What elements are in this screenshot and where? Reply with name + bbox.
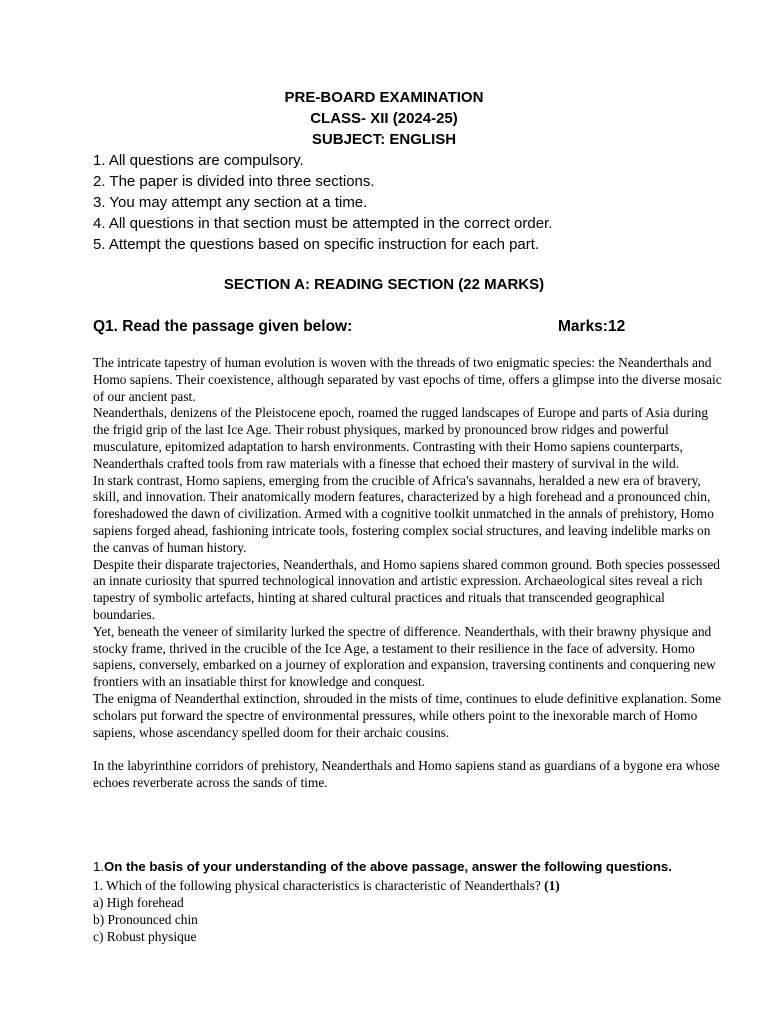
question-1-marks: Marks:12	[558, 318, 626, 335]
questions-block	[93, 857, 723, 945]
questions-intro-text: On the basis of your understanding of the above passage, answer the following questions.	[104, 859, 672, 874]
exam-title: PRE-BOARD EXAMINATION	[284, 89, 484, 106]
passage-paragraph: Despite their disparate trajectories, Neanderthals, and Homo sapiens shared common ground. Both species possessed an innate curiosity that spurred technological innovation and artistic expression. Archaeological sites reveal a rich tapestry of symbolic artefacts, hinting at shared cultural practices and rituals that transcended geographical boundaries.	[93, 556, 720, 622]
passage-paragraph: Yet, beneath the veneer of similarity lurked the spectre of difference. Neanderthals, with their brawny physique and stocky frame, thrived in the crucible of the Ice Age, a testament to their resilience in the face of adversity. Homo sapiens, conversely, embarked on a journey of exploration and expansion, traversing continents and conquering new frontiers with an insatiable thirst for knowledge and conquest.	[93, 623, 716, 690]
passage-paragraph: The enigma of Neanderthal extinction, shrouded in the mists of time, continues to elude definitive explanation. Some scholars put forward the spectre of environmental pressures, while others point to the inexorable march of Homo sapiens, whose ascendancy spelled doom for their archaic cousins.	[93, 690, 722, 740]
questions-intro	[93, 857, 723, 877]
passage-paragraph: In stark contrast, Homo sapiens, emerging from the crucible of Africa's savannahs, heralded a new era of bravery, skill, and innovation. Their anatomically modern features, characterized by a high forehead and a pronounced chin, foreshadowed the dawn of civilization. Armed with a cognitive toolkit unmatched in the annals of prehistory, Homo sapiens forged ahead, fashioning intricate tools, fostering complex social structures, and leaving indelible marks on the canvas of human history.	[93, 472, 714, 555]
passage-paragraph: The intricate tapestry of human evolution is woven with the threads of two enigmatic species: the Neanderthals and Homo sapiens. Their coexistence, although separated by vast epochs of time, offers a glimpse into the diverse mosaic of our ancient past.	[93, 355, 722, 404]
answer-option: b) Pronounced chin	[93, 912, 198, 927]
passage-paragraph: Neanderthals, denizens of the Pleistocene epoch, roamed the rugged landscapes of Europe and parts of Asia during the frigid grip of the last Ice Age. Their robust physiques, marked by pronounced brow ridges and powerful musculature, epitomized adaptation to harsh environments. Contrasting with their Homo sapiens counterparts, Neanderthals crafted tools from raw materials with a finesse that echoed their mastery of survival in the wild.	[93, 405, 709, 471]
reading-passage	[93, 355, 723, 792]
answer-option: a) High forehead	[93, 895, 184, 910]
question-marks: (1)	[544, 878, 560, 893]
answer-option: c) Robust physique	[93, 929, 197, 944]
instruction-item: 3. You may attempt any section at a time.	[93, 194, 368, 211]
question-item	[93, 877, 723, 894]
instruction-item: 4. All questions in that section must be attempted in the correct order.	[93, 215, 553, 232]
section-a-heading: SECTION A: READING SECTION (22 MARKS)	[223, 276, 545, 293]
instruction-item: 5. Attempt the questions based on specific instruction for each part.	[93, 236, 540, 253]
class-line: CLASS- XII (2024-25)	[310, 110, 458, 127]
question-1-header	[93, 316, 693, 337]
question-1-title: Q1. Read the passage given below:	[93, 318, 353, 335]
passage-paragraph: In the labyrinthine corridors of prehistory, Neanderthals and Homo sapiens stand as guardians of a bygone era whose echoes reverberate across the sands of time.	[93, 758, 720, 790]
instruction-item: 1. All questions are compulsory.	[93, 152, 304, 169]
subject-line: SUBJECT: ENGLISH	[311, 131, 457, 148]
exam-header	[0, 87, 768, 150]
question-text: 1. Which of the following physical characteristics is characteristic of Neanderthals?	[93, 878, 541, 893]
instruction-item: 2. The paper is divided into three sections.	[93, 173, 375, 190]
questions-intro-number: 1.	[93, 859, 104, 874]
instructions-list	[93, 150, 552, 255]
